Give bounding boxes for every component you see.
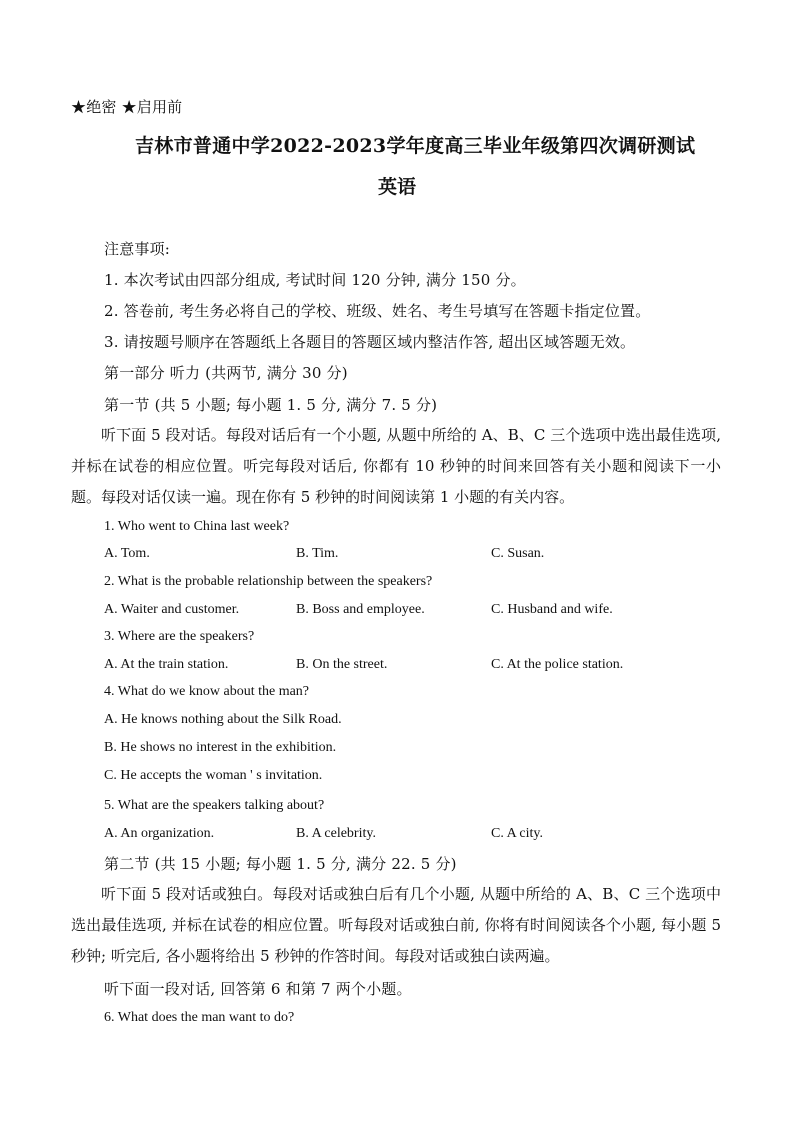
- section2-instructions: 听下面 5 段对话或独白。每段对话或独白后有几个小题, 从题中所给的 A、B、C 三个选项中选出最佳选项, 并标在试卷的相应位置。听每段对话或独白前, 你将有时间阅读各个小题, 每小题 5 秒钟; 听完后, 各小题将给出 5 秒钟的作答时间。每段对话或独白读两遍。: [71, 885, 721, 965]
- dialogue-prompt: 听下面一段对话, 回答第 6 和第 7 两个小题。: [104, 980, 412, 998]
- question-stem: 1. Who went to China last week?: [104, 519, 290, 534]
- option-c: C. At the police station.: [491, 657, 624, 672]
- option-a: A. He knows nothing about the Silk Road.: [104, 712, 342, 727]
- option-c: C. He accepts the woman ' s invitation.: [104, 768, 323, 783]
- section2-heading: 第二节 (共 15 小题; 每小题 1. 5 分, 满分 22. 5 分): [104, 855, 457, 873]
- question-stem: 2. What is the probable relationship between the speakers?: [104, 574, 433, 589]
- notice-heading: 注意事项:: [104, 240, 171, 258]
- question-stem: 4. What do we know about the man?: [104, 684, 310, 699]
- option-a: A. Waiter and customer.: [104, 602, 240, 617]
- notice-item: 1. 本次考试由四部分组成, 考试时间 120 分钟, 满分 150 分。: [104, 271, 526, 289]
- option-b: B. A celebrity.: [296, 826, 376, 841]
- subject-title: 英语: [378, 176, 417, 198]
- section1-heading: 第一节 (共 5 小题; 每小题 1. 5 分, 满分 7. 5 分): [104, 396, 438, 414]
- option-a: A. At the train station.: [104, 657, 229, 672]
- section1-instructions: 听下面 5 段对话。每段对话后有一个小题, 从题中所给的 A、B、C 三个选项中选出最佳选项, 并标在试卷的相应位置。听完每段对话后, 你都有 10 秒钟的时间来回答有关小题和阅读下一小题。每段对话仅读一遍。现在你有 5 秒钟的时间阅读第 1 小题的有关内容。: [71, 426, 721, 506]
- classification-label: ★绝密 ★启用前: [71, 98, 183, 116]
- option-b: B. He shows no interest in the exhibition.: [104, 740, 337, 755]
- question-stem: 6. What does the man want to do?: [104, 1010, 295, 1025]
- option-b: B. Tim.: [296, 546, 339, 561]
- question-stem: 3. Where are the speakers?: [104, 629, 255, 644]
- option-b: B. Boss and employee.: [296, 602, 425, 617]
- option-c: C. Husband and wife.: [491, 602, 613, 617]
- option-a: A. Tom.: [104, 546, 150, 561]
- notice-item: 2. 答卷前, 考生务必将自己的学校、班级、姓名、考生号填写在答题卡指定位置。: [104, 302, 651, 320]
- option-c: C. A city.: [491, 826, 543, 841]
- part1-heading: 第一部分 听力 (共两节, 满分 30 分): [104, 364, 348, 382]
- exam-title: 吉林市普通中学2022-2023学年度高三毕业年级第四次调研测试: [135, 135, 696, 157]
- option-a: A. An organization.: [104, 826, 215, 841]
- question-stem: 5. What are the speakers talking about?: [104, 798, 325, 813]
- option-b: B. On the street.: [296, 657, 388, 672]
- option-c: C. Susan.: [491, 546, 545, 561]
- notice-item: 3. 请按题号顺序在答题纸上各题目的答题区域内整洁作答, 超出区域答题无效。: [104, 333, 636, 351]
